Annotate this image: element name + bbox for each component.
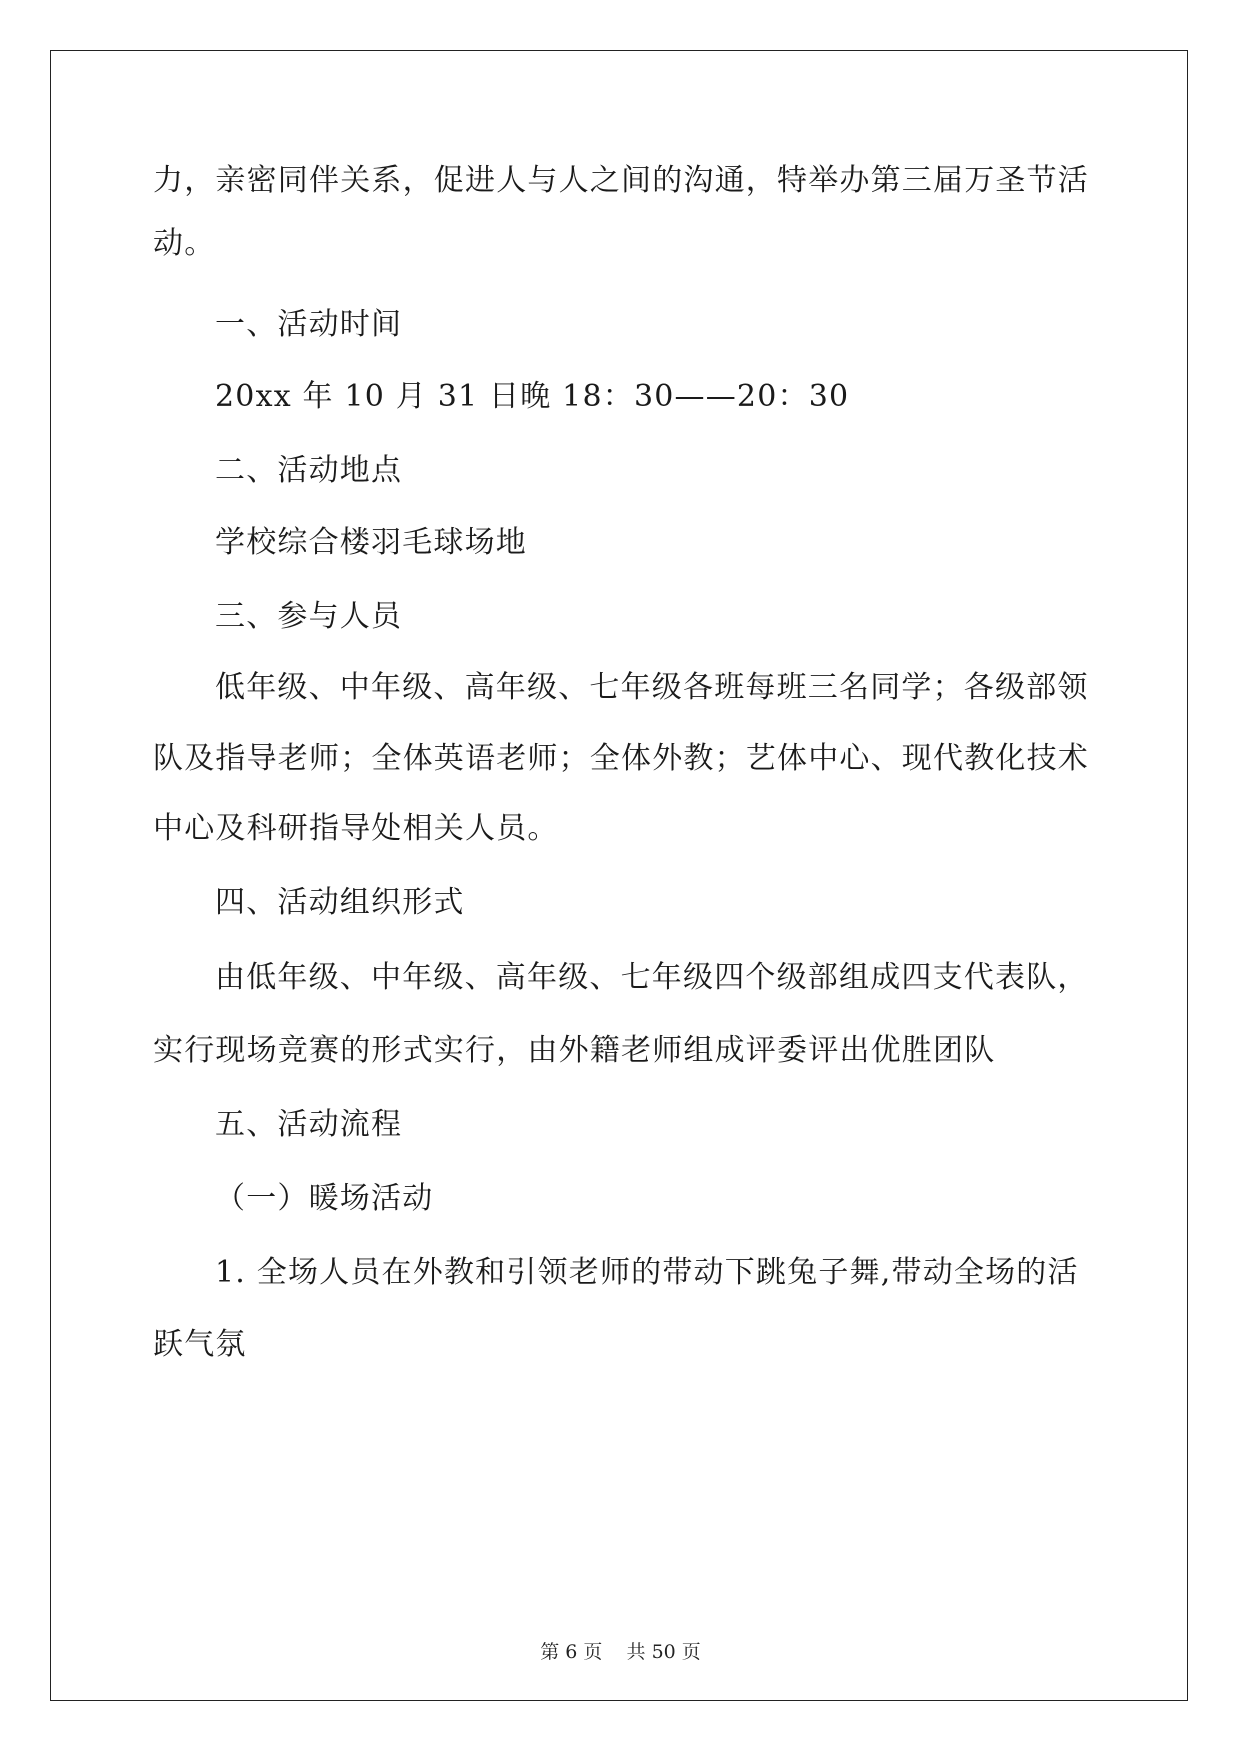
page-total: 共 50 页 bbox=[626, 1641, 701, 1663]
page-border bbox=[50, 50, 1188, 1701]
paragraph-line: 20xx 年 10 月 31 日晚 18：30——20：30 bbox=[215, 379, 850, 414]
paragraph-line: 一、活动时间 bbox=[215, 307, 403, 342]
paragraph-line: 学校综合楼羽毛球场地 bbox=[215, 525, 527, 560]
paragraph-line: 三、参与人员 bbox=[215, 599, 403, 634]
page-number: 第 6 页 bbox=[540, 1641, 603, 1663]
paragraph-line: 实行现场竞赛的形式实行，由外籍老师组成评委评出优胜团队 bbox=[153, 1033, 996, 1068]
paragraph-line: 队及指导老师；全体英语老师；全体外教；艺体中心、现代教化技术 bbox=[153, 741, 1089, 776]
page-footer bbox=[0, 1640, 1241, 1664]
paragraph-line: 1. 全场人员在外教和引领老师的带动下跳兔子舞,带动全场的活 bbox=[215, 1255, 1079, 1290]
paragraph-line: 力，亲密同伴关系，促进人与人之间的沟通，特举办第三届万圣节活 bbox=[153, 163, 1089, 198]
paragraph-line: 由低年级、中年级、高年级、七年级四个级部组成四支代表队， bbox=[215, 960, 1089, 995]
paragraph-line: 四、活动组织形式 bbox=[215, 885, 465, 920]
paragraph-line: 中心及科研指导处相关人员。 bbox=[153, 811, 559, 846]
paragraph-line: 动。 bbox=[153, 226, 216, 261]
paragraph-line: 低年级、中年级、高年级、七年级各班每班三名同学；各级部领 bbox=[215, 670, 1089, 705]
paragraph-line: 五、活动流程 bbox=[215, 1107, 403, 1142]
paragraph-line: 跃气氛 bbox=[153, 1327, 247, 1362]
paragraph-line: 二、活动地点 bbox=[215, 453, 403, 488]
paragraph-line: （一）暖场活动 bbox=[215, 1181, 434, 1216]
